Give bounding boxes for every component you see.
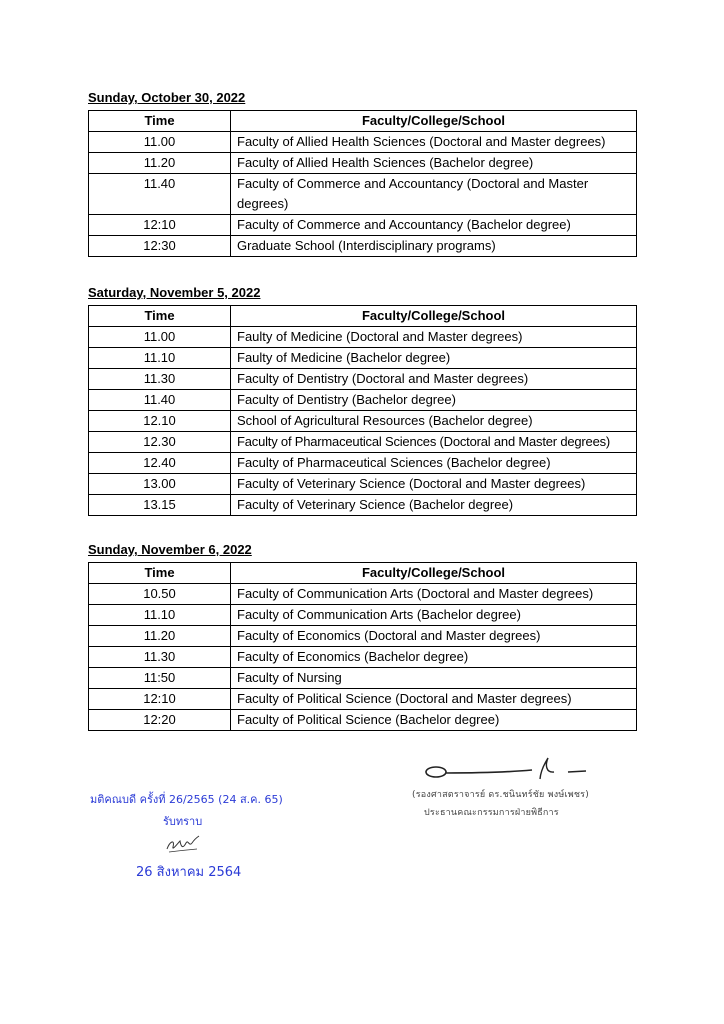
time-cell: 12:20 [89,710,231,731]
time-cell: 13.00 [89,474,231,495]
table-header-row [89,111,637,132]
time-cell: 11.20 [89,626,231,647]
signature-scribble-icon [420,755,610,783]
table-row [89,584,637,605]
section-date-heading: Sunday, October 30, 2022 [88,90,246,105]
time-cell: 13.15 [89,495,231,516]
time-cell: 11.00 [89,327,231,348]
faculty-cell: Graduate School (Interdisciplinary programs) [231,236,637,257]
signatory-name: (รองศาสตราจารย์ ดร.ชนินทร์ชัย พงษ์เพชร) [412,790,589,800]
table-row [89,327,637,348]
signature-block [412,755,612,819]
time-cell: 11.00 [89,132,231,153]
table-row [89,174,637,215]
table-row [89,495,637,516]
schedule-section-2 [88,283,637,516]
schedule-table [88,562,637,731]
time-cell: 11.20 [89,153,231,174]
faculty-cell: Faculty of Communication Arts (Doctoral and Master degrees) [231,584,637,605]
schedule-section-1 [88,88,637,257]
faculty-column-header: Faculty/College/School [231,306,637,327]
faculty-cell: Faculty of Allied Health Sciences (Doctoral and Master degrees) [231,132,637,153]
schedule-table [88,110,637,257]
faculty-cell: Faculty of Veterinary Science (Doctoral and Master degrees) [231,474,637,495]
table-row [89,132,637,153]
table-row [89,689,637,710]
faculty-cell: Faculty of Allied Health Sciences (Bachelor degree) [231,153,637,174]
signatory-title: ประธานคณะกรรมการฝ่ายพิธีการ [424,808,559,818]
resolution-note: มติคณบดี ครั้งที่ 26/2565 (24 ส.ค. 65) [90,793,283,806]
faculty-cell: Faculty of Political Science (Doctoral and Master degrees) [231,689,637,710]
faculty-cell: Faculty of Veterinary Science (Bachelor degree) [231,495,637,516]
time-cell: 11:50 [89,668,231,689]
faculty-cell: Faculty of Economics (Bachelor degree) [231,647,637,668]
time-cell: 11.30 [89,369,231,390]
time-cell: 12:10 [89,215,231,236]
table-row [89,369,637,390]
table-row [89,710,637,731]
table-row [89,605,637,626]
table-row [89,348,637,369]
time-cell: 12.10 [89,411,231,432]
faculty-column-header: Faculty/College/School [231,111,637,132]
time-cell: 12.40 [89,453,231,474]
table-header-row [89,563,637,584]
time-cell: 11.40 [89,174,231,215]
faculty-cell: Faculty of Nursing [231,668,637,689]
note-date: 26 สิงหาคม 2564 [136,865,242,880]
faculty-cell: Faculty of Pharmaceutical Sciences (Bachelor degree) [231,453,637,474]
acknowledged-note: รับทราบ [163,815,203,828]
table-row [89,668,637,689]
table-row [89,647,637,668]
schedule-table [88,305,637,516]
time-cell: 11.10 [89,605,231,626]
section-date-heading: Saturday, November 5, 2022 [88,285,261,300]
faculty-cell: Faculty of Political Science (Bachelor degree) [231,710,637,731]
time-cell: 11.40 [89,390,231,411]
section-date-heading: Sunday, November 6, 2022 [88,542,252,557]
table-row [89,236,637,257]
faculty-cell: Faulty of Medicine (Bachelor degree) [231,348,637,369]
table-row [89,474,637,495]
table-row [89,390,637,411]
time-cell: 11.30 [89,647,231,668]
time-cell: 12:30 [89,236,231,257]
time-cell: 11.10 [89,348,231,369]
time-cell: 10.50 [89,584,231,605]
table-header-row [89,306,637,327]
time-cell: 12:10 [89,689,231,710]
faculty-cell: Faculty of Dentistry (Bachelor degree) [231,390,637,411]
faculty-cell: Faculty of Pharmaceutical Sciences (Doctoral and Master degrees) [231,432,637,453]
faculty-cell: Faculty of Economics (Doctoral and Master degrees) [231,626,637,647]
faculty-column-header: Faculty/College/School [231,563,637,584]
table-row [89,153,637,174]
schedule-section-3 [88,540,637,731]
time-column-header: Time [89,563,231,584]
table-row [89,411,637,432]
faculty-cell: School of Agricultural Resources (Bachelor degree) [231,411,637,432]
table-row [89,453,637,474]
faculty-cell: Faculty of Commerce and Accountancy (Bachelor degree) [231,215,637,236]
faculty-cell: Faculty of Communication Arts (Bachelor degree) [231,605,637,626]
faculty-cell: Faulty of Medicine (Doctoral and Master degrees) [231,327,637,348]
table-row [89,626,637,647]
table-row [89,432,637,453]
faculty-cell: Faculty of Commerce and Accountancy (Doctoral and Master degrees) [231,174,637,215]
time-cell: 12.30 [89,432,231,453]
time-column-header: Time [89,111,231,132]
faculty-cell: Faculty of Dentistry (Doctoral and Master degrees) [231,369,637,390]
initials-signature-icon [164,830,202,856]
table-row [89,215,637,236]
time-column-header: Time [89,306,231,327]
